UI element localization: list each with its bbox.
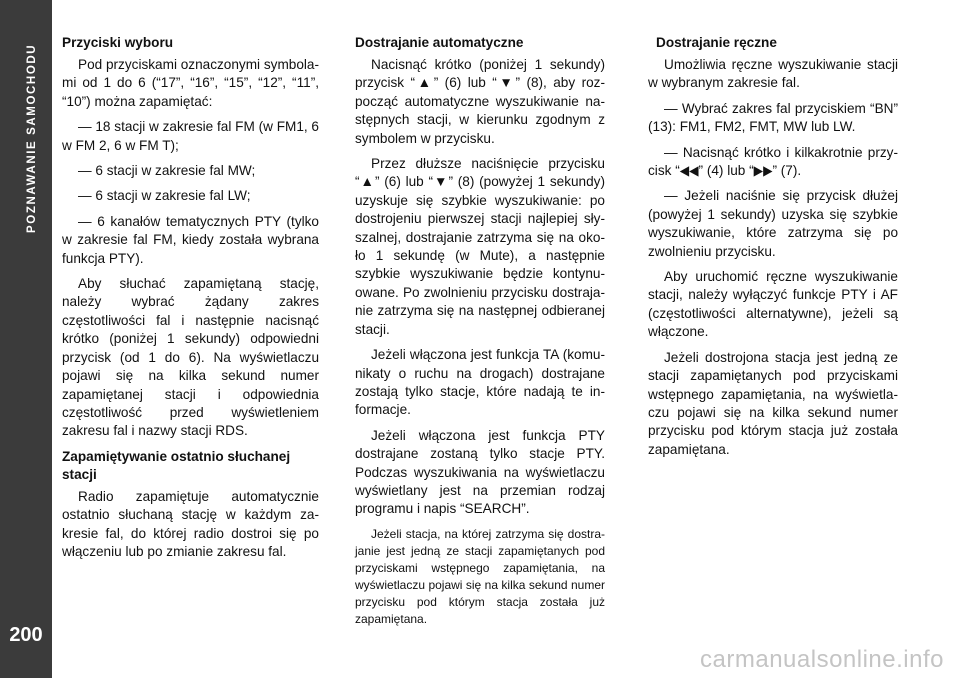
list-item: — 18 stacji w zakresie fal FM (w FM1, 6 w FM 2, 6 w FM T); <box>62 119 319 153</box>
list-item: — Nacisnąć krótko i kilkakrotnie przycisk “◀◀” (4) lub “▶▶” (7). <box>648 144 898 179</box>
page-number: 200 <box>9 624 43 646</box>
section-sidebar <box>0 0 52 678</box>
list-item: — 6 stacji w zakresie fal MW; <box>78 163 256 179</box>
watermark: carmanualsonline.info <box>700 646 944 673</box>
list-item: — Wybrać zakres fal przyciskiem “BN” (13): FM1, FM2, FMT, MW lub LW. <box>648 100 898 135</box>
heading-manual-tuning: Dostrajanie ręczne <box>656 35 777 50</box>
section-title: POZNAWANIE SAMOCHODU <box>26 44 38 234</box>
paragraph: Aby uruchomić ręczne wyszukiwanie stacji, należy wyłączyć funkcje PTY i AF (częstotliwości alternatywne), jeżeli są włączone. <box>648 269 898 340</box>
paragraph: Jeżeli włączona jest funkcja TA (komunikaty o ruchu na drogach) dostrajane zostają tylko stacje, które nadają te informacje. <box>355 347 605 418</box>
heading-preset-buttons: Przyciski wyboru <box>62 35 174 50</box>
paragraph: Jeżeli włączona jest funkcja PTY dostrajane zostaną tylko stacje PTY. Podczas wyszukiwania na wyświetlaczu wyświetlany jest na przemian rodzaj programu i napis “SEARCH”. <box>355 427 605 517</box>
column-3 <box>648 34 898 466</box>
paragraph: Umożliwia ręczne wyszukiwanie stacji w wybranym zakresie fal. <box>648 57 898 91</box>
paragraph: Pod przyciskami oznaczonymi symbolami od 1 do 6 (“17”, “16”, “15”, “12”, “11”, “10”) można zapamiętać: <box>62 57 319 109</box>
paragraph: Radio zapamiętuje automatycznie ostatnio słuchaną stację w każdym zakresie fal, do której radio dostroi się po włączeniu lub po zmianie zakresu fal. <box>62 488 319 559</box>
paragraph: Przez dłuższe naciśnięcie przycisku “▲” (6) lub “▼” (8) (powyżej 1 sekundy) uzyskuje się szybkie wyszukiwanie: po dostrojeniu pierwszej stacji najlepiej słyszalnej, dostrajanie zatrzyma się na około 1 sekundę (w Mute), a następnie szybkie wyszukiwanie będzie kontynuowane. Po zwolnieniu przycisku dostrajanie zatrzyma się na następnej odbieranej stacji. <box>355 156 605 337</box>
paragraph: Jeżeli dostrojona stacja jest jedną ze stacji zapamiętanych pod przyciskami wstępnego zapamiętania, na wyświetlaczu pojawi się na kilka sekund numer przycisku pod którym stacja już została zapamiętana. <box>648 349 898 457</box>
paragraph: Nacisnąć krótko (poniżej 1 sekundy) przycisk “▲” (6) lub “▼” (8), aby rozpocząć automatyczne wyszukiwanie następnych stacji, w kierunku zgodnym z symbolem w przycisku. <box>355 57 605 146</box>
heading-auto-tuning: Dostrajanie automatyczne <box>355 35 524 50</box>
paragraph: Aby słuchać zapamiętaną stację, należy wybrać żądany zakres częstotliwości fal i następnie nacisnąć krótko (poniżej 1 sekundy) odpowiedni przycisk (od 1 do 6). Na wyświetlaczu pojawi się na kilka sekund numer zapamiętanej stacji i odpowiednia częstotliwość przed wyświetleniem zakresu fal i nazwy stacji RDS. <box>62 276 319 439</box>
heading-last-station: Zapamiętywanie ostatnio słuchanej stacji <box>62 448 291 482</box>
column-1 <box>62 34 319 568</box>
note-paragraph: Jeżeli stacja, na której zatrzyma się dostrajanie jest jedną ze stacji zapamiętanych pod przyciskami wstępnego zapamiętania, na wyświetlaczu pojawi się na kilka sekund numer przycisku pod którym stacja została już zapamiętana. <box>355 526 605 626</box>
list-item: — Jeżeli naciśnie się przycisk dłużej (powyżej 1 sekundy) uzyska się szybkie wyszukiwanie, które zatrzyma się po zwolnieniu przycisku. <box>648 188 898 259</box>
column-2 <box>355 34 605 635</box>
list-item: — 6 kanałów tematycznych PTY (tylko w zakresie fal FM, kiedy została wybrana funkcja PTY). <box>62 213 319 266</box>
list-item: — 6 stacji w zakresie fal LW; <box>78 188 251 204</box>
